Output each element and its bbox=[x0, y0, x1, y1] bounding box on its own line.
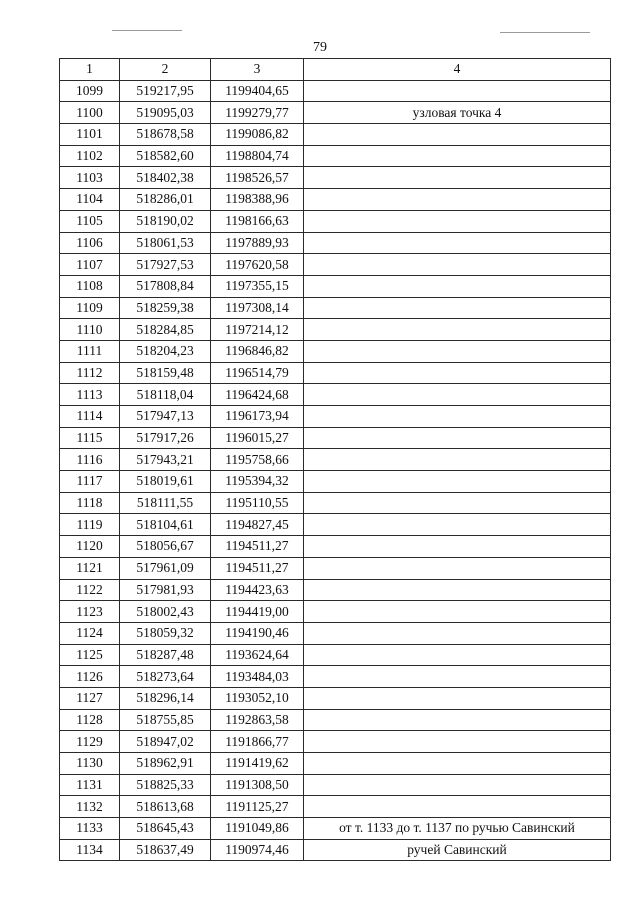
table-row bbox=[60, 753, 611, 775]
point-number-cell: 1110 bbox=[60, 319, 120, 341]
description-cell bbox=[304, 449, 611, 471]
table-row bbox=[60, 818, 611, 840]
y-coordinate-cell: 1192863,58 bbox=[211, 709, 304, 731]
point-number-cell: 1106 bbox=[60, 232, 120, 254]
table-row bbox=[60, 254, 611, 276]
point-number-cell: 1100 bbox=[60, 102, 120, 124]
point-number-cell: 1133 bbox=[60, 818, 120, 840]
description-cell bbox=[304, 666, 611, 688]
x-coordinate-cell: 518061,53 bbox=[120, 232, 211, 254]
description-cell bbox=[304, 384, 611, 406]
point-number-cell: 1103 bbox=[60, 167, 120, 189]
point-number-cell: 1109 bbox=[60, 297, 120, 319]
x-coordinate-cell: 518947,02 bbox=[120, 731, 211, 753]
description-cell bbox=[304, 167, 611, 189]
x-coordinate-cell: 518056,67 bbox=[120, 536, 211, 558]
point-number-cell: 1134 bbox=[60, 839, 120, 861]
y-coordinate-cell: 1193052,10 bbox=[211, 687, 304, 709]
description-cell bbox=[304, 622, 611, 644]
table-row bbox=[60, 102, 611, 124]
point-number-cell: 1102 bbox=[60, 145, 120, 167]
y-coordinate-cell: 1196015,27 bbox=[211, 427, 304, 449]
description-cell bbox=[304, 297, 611, 319]
description-cell: узловая точка 4 bbox=[304, 102, 611, 124]
description-cell bbox=[304, 557, 611, 579]
table-row bbox=[60, 709, 611, 731]
description-cell bbox=[304, 536, 611, 558]
table-row bbox=[60, 145, 611, 167]
table-row bbox=[60, 471, 611, 493]
y-coordinate-cell: 1193484,03 bbox=[211, 666, 304, 688]
point-number-cell: 1119 bbox=[60, 514, 120, 536]
point-number-cell: 1101 bbox=[60, 124, 120, 146]
point-number-cell: 1123 bbox=[60, 601, 120, 623]
table-row bbox=[60, 579, 611, 601]
point-number-cell: 1125 bbox=[60, 644, 120, 666]
y-coordinate-cell: 1198804,74 bbox=[211, 145, 304, 167]
point-number-cell: 1114 bbox=[60, 406, 120, 428]
description-cell bbox=[304, 753, 611, 775]
coordinates-table bbox=[59, 58, 611, 861]
y-coordinate-cell: 1194419,00 bbox=[211, 601, 304, 623]
table-row bbox=[60, 514, 611, 536]
description-cell bbox=[304, 254, 611, 276]
x-coordinate-cell: 519095,03 bbox=[120, 102, 211, 124]
x-coordinate-cell: 518962,91 bbox=[120, 753, 211, 775]
table-row bbox=[60, 536, 611, 558]
y-coordinate-cell: 1191419,62 bbox=[211, 753, 304, 775]
point-number-cell: 1105 bbox=[60, 210, 120, 232]
point-number-cell: 1107 bbox=[60, 254, 120, 276]
description-cell bbox=[304, 319, 611, 341]
x-coordinate-cell: 517947,13 bbox=[120, 406, 211, 428]
description-cell bbox=[304, 731, 611, 753]
y-coordinate-cell: 1198526,57 bbox=[211, 167, 304, 189]
description-cell bbox=[304, 492, 611, 514]
y-coordinate-cell: 1191308,50 bbox=[211, 774, 304, 796]
x-coordinate-cell: 517981,93 bbox=[120, 579, 211, 601]
x-coordinate-cell: 517927,53 bbox=[120, 254, 211, 276]
point-number-cell: 1124 bbox=[60, 622, 120, 644]
table-row bbox=[60, 319, 611, 341]
point-number-cell: 1117 bbox=[60, 471, 120, 493]
x-coordinate-cell: 518637,49 bbox=[120, 839, 211, 861]
y-coordinate-cell: 1191125,27 bbox=[211, 796, 304, 818]
y-coordinate-cell: 1199086,82 bbox=[211, 124, 304, 146]
x-coordinate-cell: 518204,23 bbox=[120, 340, 211, 362]
x-coordinate-cell: 518059,32 bbox=[120, 622, 211, 644]
point-number-cell: 1108 bbox=[60, 275, 120, 297]
y-coordinate-cell: 1197308,14 bbox=[211, 297, 304, 319]
y-coordinate-cell: 1198166,63 bbox=[211, 210, 304, 232]
point-number-cell: 1126 bbox=[60, 666, 120, 688]
y-coordinate-cell: 1195758,66 bbox=[211, 449, 304, 471]
column-header-y-coordinate: 3 bbox=[211, 59, 304, 81]
point-number-cell: 1120 bbox=[60, 536, 120, 558]
description-cell bbox=[304, 687, 611, 709]
table-row bbox=[60, 622, 611, 644]
x-coordinate-cell: 518287,48 bbox=[120, 644, 211, 666]
x-coordinate-cell: 518402,38 bbox=[120, 167, 211, 189]
point-number-cell: 1115 bbox=[60, 427, 120, 449]
description-cell bbox=[304, 774, 611, 796]
description-cell bbox=[304, 601, 611, 623]
x-coordinate-cell: 518825,33 bbox=[120, 774, 211, 796]
y-coordinate-cell: 1195110,55 bbox=[211, 492, 304, 514]
table-row bbox=[60, 731, 611, 753]
description-cell bbox=[304, 579, 611, 601]
description-cell bbox=[304, 427, 611, 449]
y-coordinate-cell: 1194511,27 bbox=[211, 557, 304, 579]
table-row bbox=[60, 340, 611, 362]
x-coordinate-cell: 518104,61 bbox=[120, 514, 211, 536]
x-coordinate-cell: 518645,43 bbox=[120, 818, 211, 840]
point-number-cell: 1132 bbox=[60, 796, 120, 818]
table-row bbox=[60, 492, 611, 514]
table-row bbox=[60, 687, 611, 709]
x-coordinate-cell: 517917,26 bbox=[120, 427, 211, 449]
table-row bbox=[60, 774, 611, 796]
description-cell bbox=[304, 275, 611, 297]
point-number-cell: 1111 bbox=[60, 340, 120, 362]
description-cell bbox=[304, 471, 611, 493]
x-coordinate-cell: 518273,64 bbox=[120, 666, 211, 688]
table-row bbox=[60, 557, 611, 579]
point-number-cell: 1128 bbox=[60, 709, 120, 731]
table-row bbox=[60, 232, 611, 254]
point-number-cell: 1131 bbox=[60, 774, 120, 796]
point-number-cell: 1099 bbox=[60, 80, 120, 102]
x-coordinate-cell: 518284,85 bbox=[120, 319, 211, 341]
x-coordinate-cell: 518582,60 bbox=[120, 145, 211, 167]
point-number-cell: 1130 bbox=[60, 753, 120, 775]
y-coordinate-cell: 1194423,63 bbox=[211, 579, 304, 601]
y-coordinate-cell: 1197620,58 bbox=[211, 254, 304, 276]
description-cell bbox=[304, 232, 611, 254]
column-header-x-coordinate: 2 bbox=[120, 59, 211, 81]
y-coordinate-cell: 1194511,27 bbox=[211, 536, 304, 558]
y-coordinate-cell: 1196173,94 bbox=[211, 406, 304, 428]
page-number: 79 bbox=[313, 40, 327, 55]
x-coordinate-cell: 517943,21 bbox=[120, 449, 211, 471]
point-number-cell: 1121 bbox=[60, 557, 120, 579]
point-number-cell: 1104 bbox=[60, 189, 120, 211]
table-row bbox=[60, 666, 611, 688]
description-cell bbox=[304, 210, 611, 232]
description-cell bbox=[304, 514, 611, 536]
table-row bbox=[60, 362, 611, 384]
point-number-cell: 1113 bbox=[60, 384, 120, 406]
table-row bbox=[60, 80, 611, 102]
x-coordinate-cell: 517961,09 bbox=[120, 557, 211, 579]
table-row bbox=[60, 384, 611, 406]
column-header-point-number: 1 bbox=[60, 59, 120, 81]
x-coordinate-cell: 518286,01 bbox=[120, 189, 211, 211]
description-cell bbox=[304, 124, 611, 146]
description-cell bbox=[304, 145, 611, 167]
point-number-cell: 1118 bbox=[60, 492, 120, 514]
x-coordinate-cell: 518755,85 bbox=[120, 709, 211, 731]
table-row bbox=[60, 210, 611, 232]
description-cell bbox=[304, 362, 611, 384]
x-coordinate-cell: 517808,84 bbox=[120, 275, 211, 297]
table-row bbox=[60, 839, 611, 861]
point-number-cell: 1129 bbox=[60, 731, 120, 753]
table-row bbox=[60, 644, 611, 666]
y-coordinate-cell: 1193624,64 bbox=[211, 644, 304, 666]
description-cell: от т. 1133 до т. 1137 по ручью Савинский bbox=[304, 818, 611, 840]
table-row bbox=[60, 167, 611, 189]
table-row bbox=[60, 297, 611, 319]
y-coordinate-cell: 1197214,12 bbox=[211, 319, 304, 341]
column-header-description: 4 bbox=[304, 59, 611, 81]
description-cell bbox=[304, 406, 611, 428]
x-coordinate-cell: 518111,55 bbox=[120, 492, 211, 514]
x-coordinate-cell: 518019,61 bbox=[120, 471, 211, 493]
y-coordinate-cell: 1194190,46 bbox=[211, 622, 304, 644]
description-cell: ручей Савинский bbox=[304, 839, 611, 861]
y-coordinate-cell: 1199404,65 bbox=[211, 80, 304, 102]
y-coordinate-cell: 1197355,15 bbox=[211, 275, 304, 297]
point-number-cell: 1122 bbox=[60, 579, 120, 601]
y-coordinate-cell: 1194827,45 bbox=[211, 514, 304, 536]
y-coordinate-cell: 1191049,86 bbox=[211, 818, 304, 840]
x-coordinate-cell: 518159,48 bbox=[120, 362, 211, 384]
x-coordinate-cell: 518296,14 bbox=[120, 687, 211, 709]
x-coordinate-cell: 519217,95 bbox=[120, 80, 211, 102]
x-coordinate-cell: 518613,68 bbox=[120, 796, 211, 818]
y-coordinate-cell: 1191866,77 bbox=[211, 731, 304, 753]
scan-artifact bbox=[500, 32, 590, 33]
x-coordinate-cell: 518678,58 bbox=[120, 124, 211, 146]
x-coordinate-cell: 518118,04 bbox=[120, 384, 211, 406]
point-number-cell: 1116 bbox=[60, 449, 120, 471]
table-row bbox=[60, 124, 611, 146]
description-cell bbox=[304, 796, 611, 818]
description-cell bbox=[304, 189, 611, 211]
y-coordinate-cell: 1196514,79 bbox=[211, 362, 304, 384]
description-cell bbox=[304, 80, 611, 102]
description-cell bbox=[304, 340, 611, 362]
scan-artifact bbox=[112, 30, 182, 31]
y-coordinate-cell: 1195394,32 bbox=[211, 471, 304, 493]
table-row bbox=[60, 449, 611, 471]
coordinates-table-body bbox=[60, 80, 611, 861]
table-row bbox=[60, 275, 611, 297]
description-cell bbox=[304, 644, 611, 666]
x-coordinate-cell: 518259,38 bbox=[120, 297, 211, 319]
table-row bbox=[60, 427, 611, 449]
table-row bbox=[60, 189, 611, 211]
y-coordinate-cell: 1197889,93 bbox=[211, 232, 304, 254]
point-number-cell: 1112 bbox=[60, 362, 120, 384]
y-coordinate-cell: 1196424,68 bbox=[211, 384, 304, 406]
header-row bbox=[60, 59, 611, 81]
y-coordinate-cell: 1190974,46 bbox=[211, 839, 304, 861]
table-row bbox=[60, 406, 611, 428]
point-number-cell: 1127 bbox=[60, 687, 120, 709]
table-row bbox=[60, 601, 611, 623]
table-row bbox=[60, 796, 611, 818]
y-coordinate-cell: 1198388,96 bbox=[211, 189, 304, 211]
y-coordinate-cell: 1196846,82 bbox=[211, 340, 304, 362]
x-coordinate-cell: 518190,02 bbox=[120, 210, 211, 232]
x-coordinate-cell: 518002,43 bbox=[120, 601, 211, 623]
coordinates-table-header bbox=[60, 59, 611, 81]
description-cell bbox=[304, 709, 611, 731]
y-coordinate-cell: 1199279,77 bbox=[211, 102, 304, 124]
